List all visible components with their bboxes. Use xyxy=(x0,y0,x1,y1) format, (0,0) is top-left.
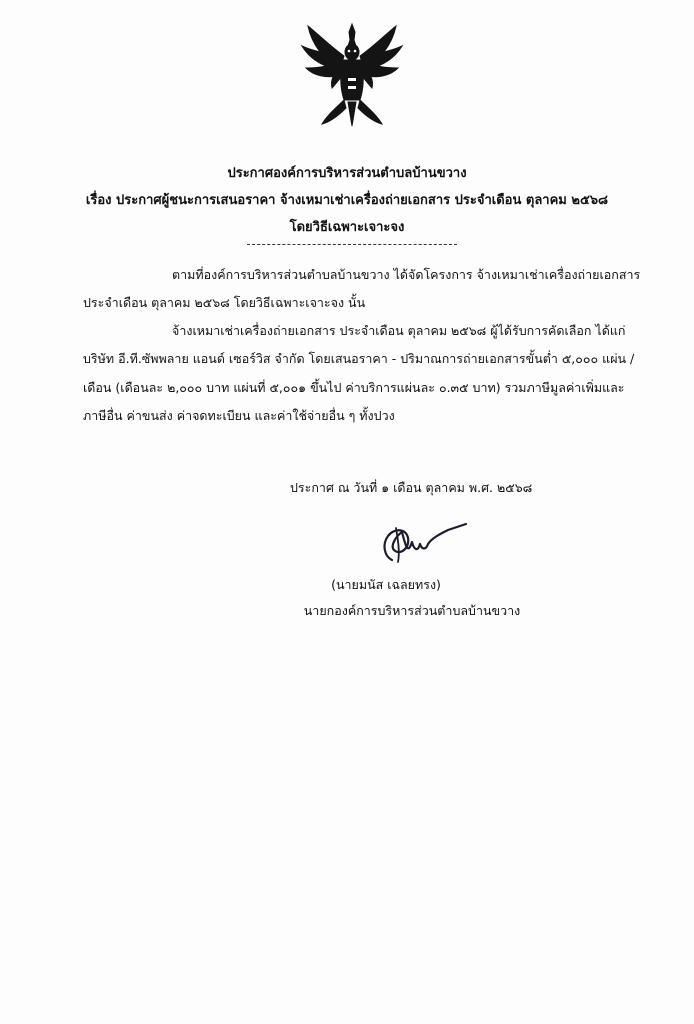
paragraph-1-line-2: ประจำเดือน ตุลาคม ๒๕๖๘ โดยวิธีเฉพาะเจาะจง นั้น xyxy=(83,295,366,310)
paragraph-2-line-3: เดือน (เดือนละ ๒,๐๐๐ บาท แผ่นที่ ๕,๐๐๑ ขึ้นไป ค่าบริการแผ่นละ ๐.๓๕ บาท) รวมภาษีมูลค่าเพิ่มและ xyxy=(83,380,625,395)
paragraph-2-line-2: บริษัท อี.ที.ซัพพลาย แอนด์ เซอร์วิส จำกัด โดยเสนอราคา - ปริมาณการถ่ายเอกสารขั้นต่ำ ๕,๐๐๐ แผ่น / xyxy=(83,351,635,366)
header-divider xyxy=(247,244,457,245)
handwritten-signature xyxy=(376,520,468,566)
header-org-title: ประกาศองค์การบริหารส่วนตำบลบ้านขวาง xyxy=(227,166,467,181)
announcement-date: ประกาศ ณ วันที่ ๑ เดือน ตุลาคม พ.ศ. ๒๕๖๘ xyxy=(290,480,533,495)
garuda-emblem-icon xyxy=(300,22,404,128)
paragraph-2-line-4: ภาษีอื่น ค่าขนส่ง ค่าจดทะเบียน และค่าใช้จ่ายอื่น ๆ ทั้งปวง xyxy=(83,408,395,423)
paragraph-1-line-1: ตามที่องค์การบริหารส่วนตำบลบ้านขวาง ได้จัดโครงการ จ้างเหมาเช่าเครื่องถ่ายเอกสาร xyxy=(172,267,641,282)
signer-name: (นายมนัส เฉลยทรง) xyxy=(331,577,441,592)
signer-position: นายกองค์การบริหารส่วนตำบลบ้านขวาง xyxy=(303,603,521,618)
header-method: โดยวิธีเฉพาะเจาะจง xyxy=(289,220,405,235)
header-subject: เรื่อง ประกาศผู้ชนะการเสนอราคา จ้างเหมาเช่าเครื่องถ่ายเอกสาร ประจำเดือน ตุลาคม ๒๕๖๘ xyxy=(85,193,609,208)
paragraph-2-line-1: จ้างเหมาเช่าเครื่องถ่ายเอกสาร ประจำเดือน ตุลาคม ๒๕๖๘ ผู้ได้รับการคัดเลือก ได้แก่ xyxy=(172,323,626,338)
